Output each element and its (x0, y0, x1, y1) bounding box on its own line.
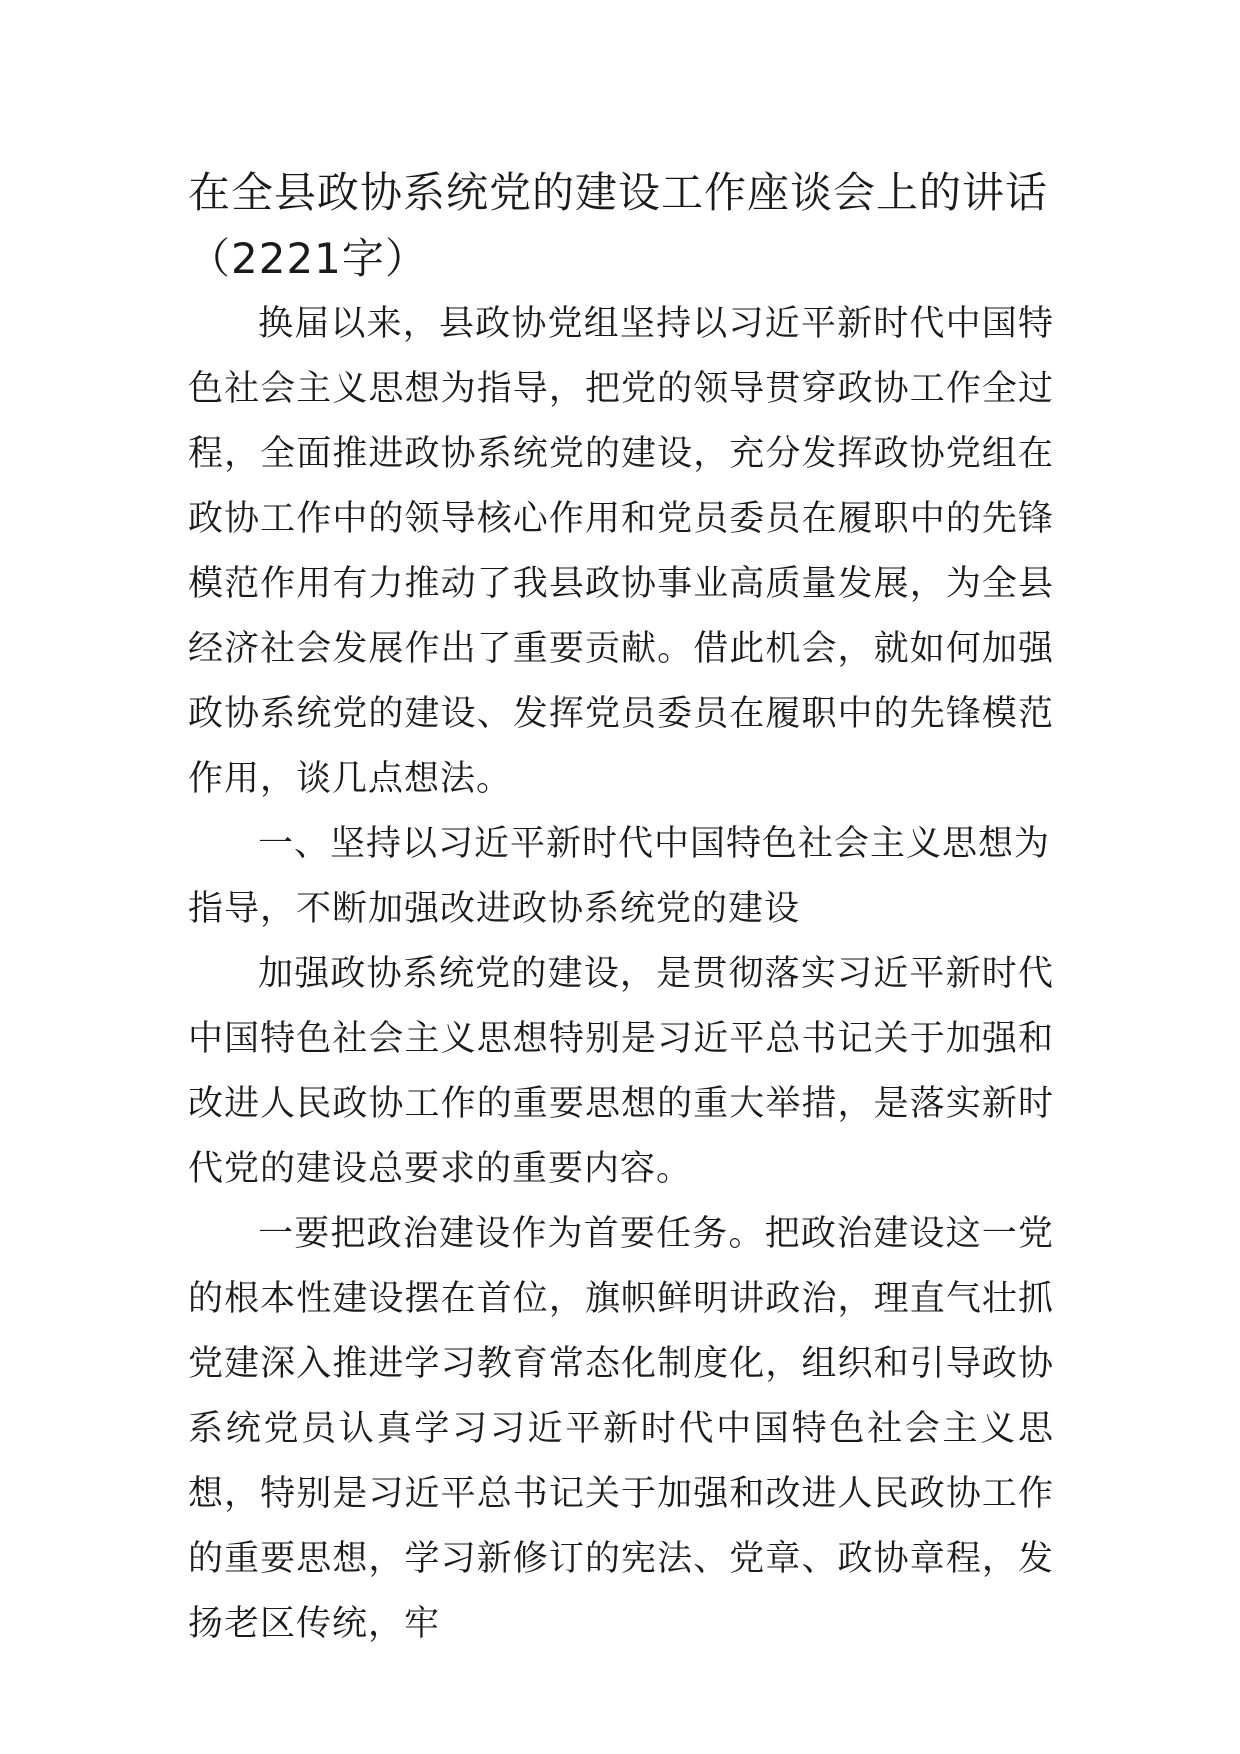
document-page (188, 160, 1054, 1657)
paragraph-political-construction: 一要把政治建设作为首要任务。把政治建设这一党的根本性建设摆在首位，旗帜鲜明讲政治，理直气壮抓党建深入推进学习教育常态化制度化，组织和引导政协系统党员认真学习习近平新时代中国特色社会主义思想，特别是习近平总书记关于加强和改进人民政协工作的重要思想，学习新修订的宪法、党章、政协章程，发扬老区传统，牢 (188, 1214, 1054, 1644)
document-title: 在全县政协系统党的建设工作座谈会上的讲话（2221字） (188, 168, 1049, 283)
section-heading-1: 一、坚持以习近平新时代中国特色社会主义思想为指导，不断加强改进政协系统党的建设 (188, 824, 1051, 929)
paragraph-intro: 换届以来，县政协党组坚持以习近平新时代中国特色社会主义思想为指导，把党的领导贯穿政协工作全过程，全面推进政协系统党的建设，充分发挥政协党组在政协工作中的领导核心作用和党员委员在履职中的先锋模范作用有力推动了我县政协事业高质量发展，为全县经济社会发展作出了重要贡献。借此机会，就如何加强政协系统党的建设、发挥党员委员在履职中的先锋模范作用，谈几点想法。 (188, 304, 1054, 799)
paragraph-section-1: 加强政协系统党的建设，是贯彻落实习近平新时代中国特色社会主义思想特别是习近平总书记关于加强和改进人民政协工作的重要思想的重大举措，是落实新时代党的建设总要求的重要内容。 (188, 954, 1054, 1189)
